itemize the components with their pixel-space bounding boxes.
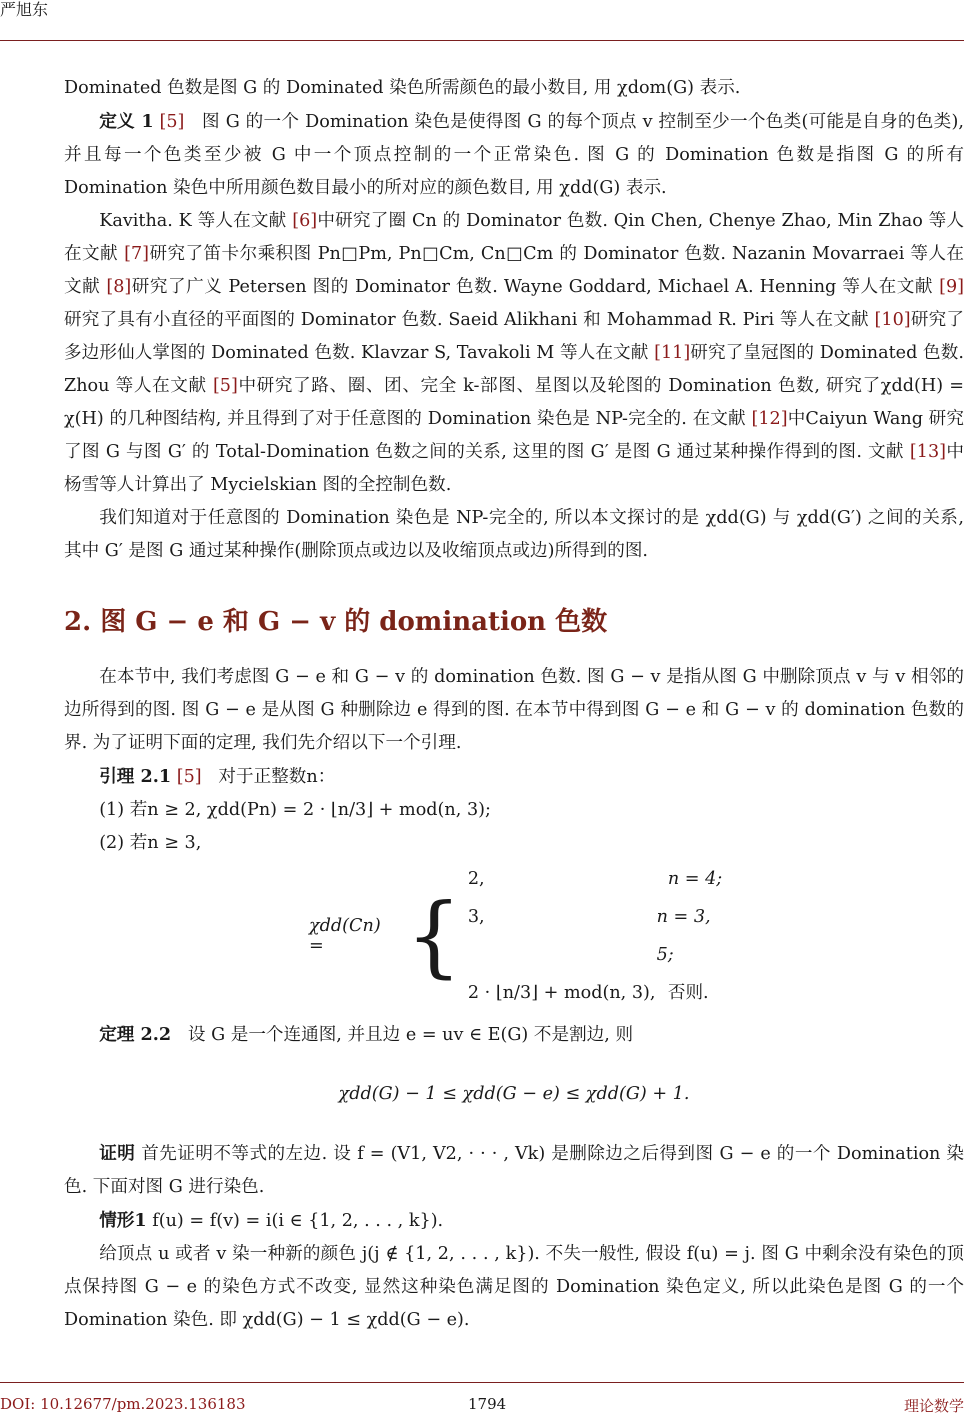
lit-text: 中研究了路、圈、团、完全 k-部图、星图以及轮图的 Domination 色数, 研究了χdd(H) = χ(H) 的几种图结构, 并且得到了对于任意图的 Domination 染色是 NP-完全的. 在文献 — [64, 376, 964, 429]
citation-link[interactable]: [12] — [751, 409, 788, 429]
citation-link[interactable]: [9] — [939, 277, 964, 297]
cases-lhs: χdd(Cn) = — [309, 916, 381, 956]
page-footer — [0, 1382, 964, 1415]
page-number: 1794 — [468, 1395, 507, 1413]
case-row — [468, 898, 729, 974]
paragraph-section-intro: 在本节中, 我们考虑图 G − e 和 G − v 的 domination 色数. 图 G − v 是指从图 G 中删除顶点 v 与 v 相邻的边所得到的图. 图 G − e 是从图 G 种删除边 e 得到的图. 在本节中得到图 G − e 和 G − v 的 domination 色数的界. 为了证明下面的定理, 我们先介绍以下一个引理. — [64, 667, 964, 753]
citation-link[interactable]: [5] — [176, 767, 202, 787]
case-label: 情形1 — [99, 1210, 147, 1231]
citation-link[interactable]: [8] — [106, 277, 132, 297]
case-value: 3, — [467, 907, 485, 927]
proof-paragraph — [64, 1137, 964, 1204]
definition-1 — [64, 105, 964, 205]
lit-text: 研究了广义 Petersen 图的 Dominator 色数. Wayne Goddard, Michael A. Henning 等人在文献 — [131, 277, 933, 297]
case-value: 2 · ⌊n/3⌋ + mod(n, 3), — [467, 983, 656, 1003]
theorem-formula: χdd(G) − 1 ≤ χdd(G − e) ≤ χdd(G) + 1. — [338, 1084, 690, 1104]
doi-link[interactable]: DOI: 10.12677/pm.2023.136183 — [0, 1395, 246, 1413]
paragraph-dominated: Dominated 色数是图 G 的 Dominated 染色所需颜色的最小数目, 用 χdom(G) 表示. — [64, 78, 741, 98]
lemma-item-2: (2) 若n ≥ 3, — [99, 833, 202, 853]
lemma-text: 对于正整数n： — [218, 767, 336, 787]
case-condition: n = 4; — [667, 869, 723, 889]
author-name: 严旭东 — [0, 0, 49, 19]
lemma-2-1 — [64, 760, 964, 794]
proof-label: 证明 — [99, 1143, 136, 1164]
definition-text: 图 G 的一个 Domination 染色是使得图 G 的每个顶点 v 控制至少一个色类(可能是自身的色类), 并且每一个色类至少被 G 中一个顶点控制的一个正常染色. 图 G 的 Domination 色数是指图 G 的所有 Domination 染色中所用颜色数目最小的所对应的颜色数目, 用 χdd(G) 表示. — [64, 112, 964, 198]
lemma-item-1: (1) 若n ≥ 2, χdd(Pn) = 2 · ⌊n/3⌋ + mod(n, 3); — [99, 800, 491, 820]
cases-formula — [299, 860, 729, 1012]
lit-text: 研究了具有小直径的平面图的 Dominator 色数. Saeid Alikhani 和 Mohammad R. Piri 等人在文献 — [64, 310, 869, 330]
lemma-label: 引理 2.1 — [99, 766, 172, 787]
proof-text: 首先证明不等式的左边. 设 f = (V1, V2, · · · , Vk) 是删除边之后得到图 G − e 的一个 Domination 染色. 下面对图 G 进行染色. — [64, 1144, 964, 1197]
lit-text: 中研究了圈 Cn 的 Dominator 色数. Qin Chen, Chenye Zhao, Min Zhao 等人在文献 — [64, 211, 964, 264]
case-value: 2, — [467, 869, 485, 889]
theorem-text: 设 G 是一个连通图, 并且边 e = uv ∈ E(G) 不是割边, 则 — [187, 1025, 634, 1045]
case-row — [468, 860, 729, 898]
theorem-2-2 — [64, 1018, 964, 1052]
case-condition: 否则. — [667, 983, 709, 1003]
journal-name: 理论数学 — [903, 1397, 964, 1415]
lit-text: Kavitha. K 等人在文献 — [99, 211, 287, 231]
citation-link[interactable]: [13] — [909, 442, 947, 462]
citation-link[interactable]: [11] — [654, 343, 691, 363]
section-2-title: 2. 图 G − e 和 G − v 的 domination 色数 — [64, 607, 608, 637]
citation-link[interactable]: [5] — [159, 112, 185, 132]
case-text: f(u) = f(v) = i(i ∈ {1, 2, . . . , k}). — [152, 1211, 444, 1231]
left-brace: { — [405, 884, 462, 987]
lit-text: 研究了皇冠图的 Dominated 色数. Zhou 等人在文献 — [64, 343, 964, 396]
paragraph-last: 给顶点 u 或者 v 染一种新的颜色 j(j ∉ {1, 2, . . . , k}). 不失一般性, 假设 f(u) = j. 图 G 中剩余没有染色的顶点保持图 G − e 的染色方式不改变, 显然这种染色满足图的 Domination 染色定义, 所以此染色是图 G 的一个 Domination 染色. 即 χdd(G) − 1 ≤ χdd(G − e). — [64, 1244, 964, 1330]
lit-text: 中Caiyun Wang 研究了图 G 与图 G′ 的 Total-Domination 色数之间的关系, 这里的图 G′ 是图 G 通过某种操作得到的图. 文献 — [64, 409, 964, 462]
main-content — [64, 72, 964, 1337]
definition-label: 定义 1 — [99, 111, 154, 132]
lit-text: 研究了笛卡尔乘积图 Pn□Pm, Pn□Cm, Cn□Cm 的 Dominator 色数. Nazanin Movarraei 等人在文献 — [64, 244, 964, 297]
case-condition: n = 3, 5; — [656, 907, 711, 965]
lit-text: 研究了多边形仙人掌图的 Dominated 色数. Klavzar S, Tavakoli M 等人在文献 — [64, 310, 964, 363]
paragraph-literature — [64, 205, 964, 502]
citation-link[interactable]: [6] — [292, 211, 318, 231]
case-row — [468, 974, 729, 1012]
paragraph-np-complete: 我们知道对于任意图的 Domination 染色是 NP-完全的, 所以本文探讨的是 χdd(G) 与 χdd(G′) 之间的关系, 其中 G′ 是图 G 通过某种操作(删除顶点或边以及收缩顶点或边)所得到的图. — [64, 508, 964, 561]
lit-text: 中杨雪等人计算出了 Mycielskian 图的全控制色数. — [64, 442, 964, 495]
citation-link[interactable]: [7] — [124, 244, 150, 264]
citation-link[interactable]: [5] — [212, 376, 238, 396]
case-1 — [64, 1204, 964, 1238]
theorem-label: 定理 2.2 — [99, 1024, 172, 1045]
cases-rows — [468, 860, 729, 1012]
page-header — [0, 0, 964, 41]
citation-link[interactable]: [10] — [874, 310, 911, 330]
